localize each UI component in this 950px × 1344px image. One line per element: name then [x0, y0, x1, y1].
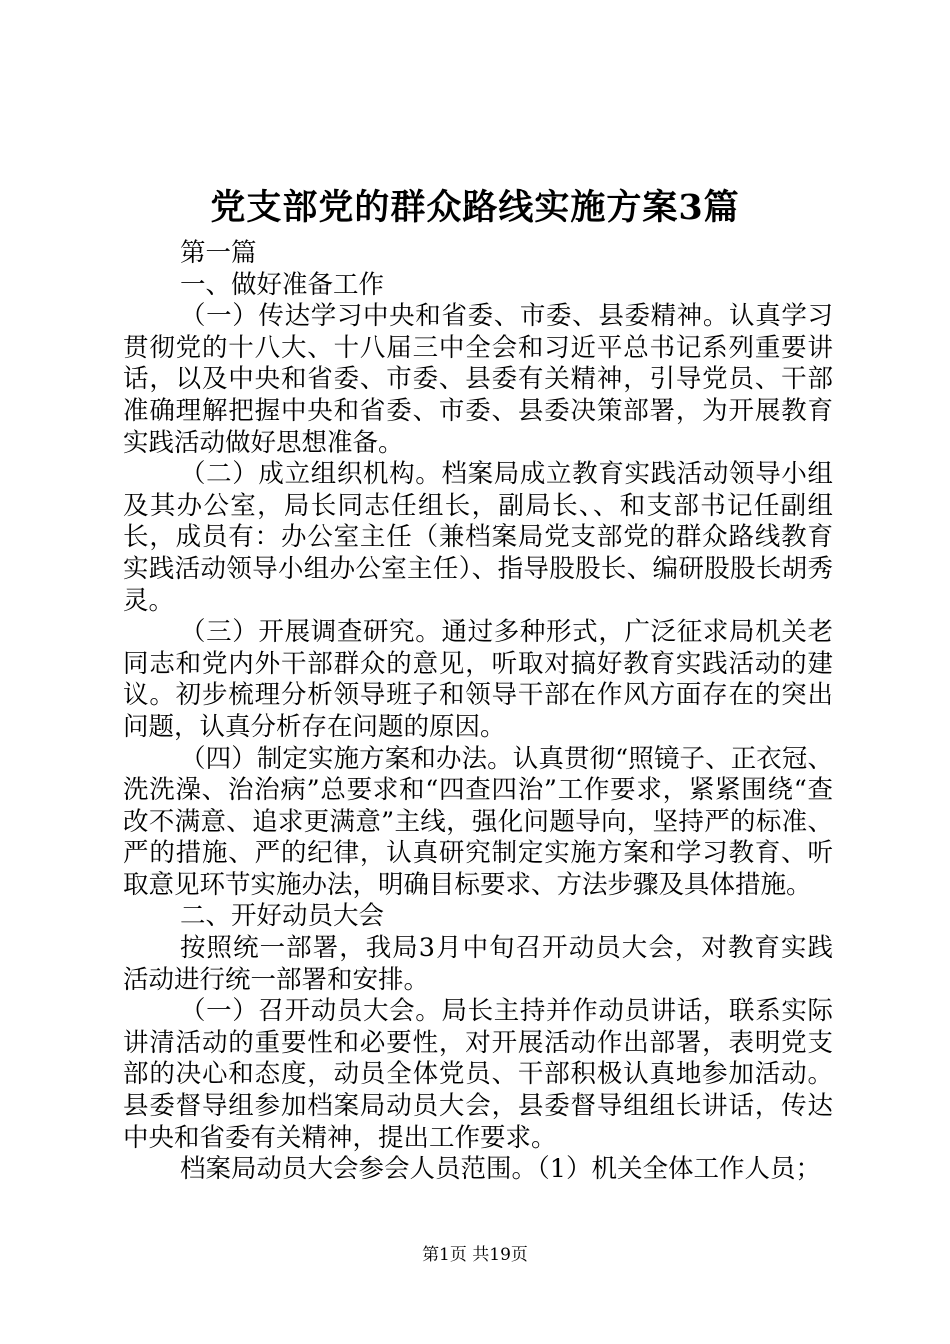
paragraph-mobilization-intro: 按照统一部署，我局3月中旬召开动员大会，对教育实践活动进行统一部署和安排。 — [123, 933, 833, 995]
paragraph-attendees: 档案局动员大会参会人员范围。（1）机关全体工作人员； — [180, 1154, 821, 1185]
paragraph-item-3: （三）开展调查研究。通过多种形式，广泛征求局机关老同志和党内外干部群众的意见，听取对搞好教育实践活动的建议。初步梳理分析领导班子和领导干部在作风方面存在的突出问题，认真分析存在问题的原因。 — [123, 617, 833, 742]
section-heading-part-one: 第一篇 — [180, 238, 257, 268]
section-heading-preparation: 一、做好准备工作 — [180, 269, 385, 300]
document-body — [123, 238, 833, 1186]
section-heading-mobilization: 二、开好动员大会 — [180, 901, 385, 932]
paragraph-item-1: （一）传达学习中央和省委、市委、县委精神。认真学习贯彻党的十八大、十八届三中全会和习近平总书记系列重要讲话，以及中央和省委、市委、县委有关精神，引导党员、干部准确理解把握中央和省委、市委、县委决策部署，为开展教育实践活动做好思想准备。 — [123, 301, 833, 458]
paragraph-item-2: （二）成立组织机构。档案局成立教育实践活动领导小组及其办公室，局长同志任组长，副局长、、和支部书记任副组长，成员有：办公室主任（兼档案局党支部党的群众路线教育实践活动领导小组办公室主任）、指导股股长、编研股股长胡秀灵。 — [123, 459, 833, 616]
document-title: 党支部党的群众路线实施方案3篇 — [210, 187, 740, 228]
page-number-footer: 第1页 共19页 — [422, 1245, 528, 1265]
paragraph-item-4: （四）制定实施方案和办法。认真贯彻“照镜子、正衣冠、洗洗澡、治治病”总要求和“四查四治”工作要求，紧紧围绕“查改不满意、追求更满意”主线，强化问题导向，坚持严的标准、严的措施、严的纪律，认真研究制定实施方案和学习教育、听取意见环节实施办法，明确目标要求、方法步骤及具体措施。 — [123, 743, 833, 900]
paragraph-mobilization-item-1: （一）召开动员大会。局长主持并作动员讲话，联系实际讲清活动的重要性和必要性，对开展活动作出部署，表明党支部的决心和态度，动员全体党员、干部积极认真地参加活动。县委督导组参加档案局动员大会，县委督导组组长讲话，传达中央和省委有关精神，提出工作要求。 — [123, 996, 833, 1153]
